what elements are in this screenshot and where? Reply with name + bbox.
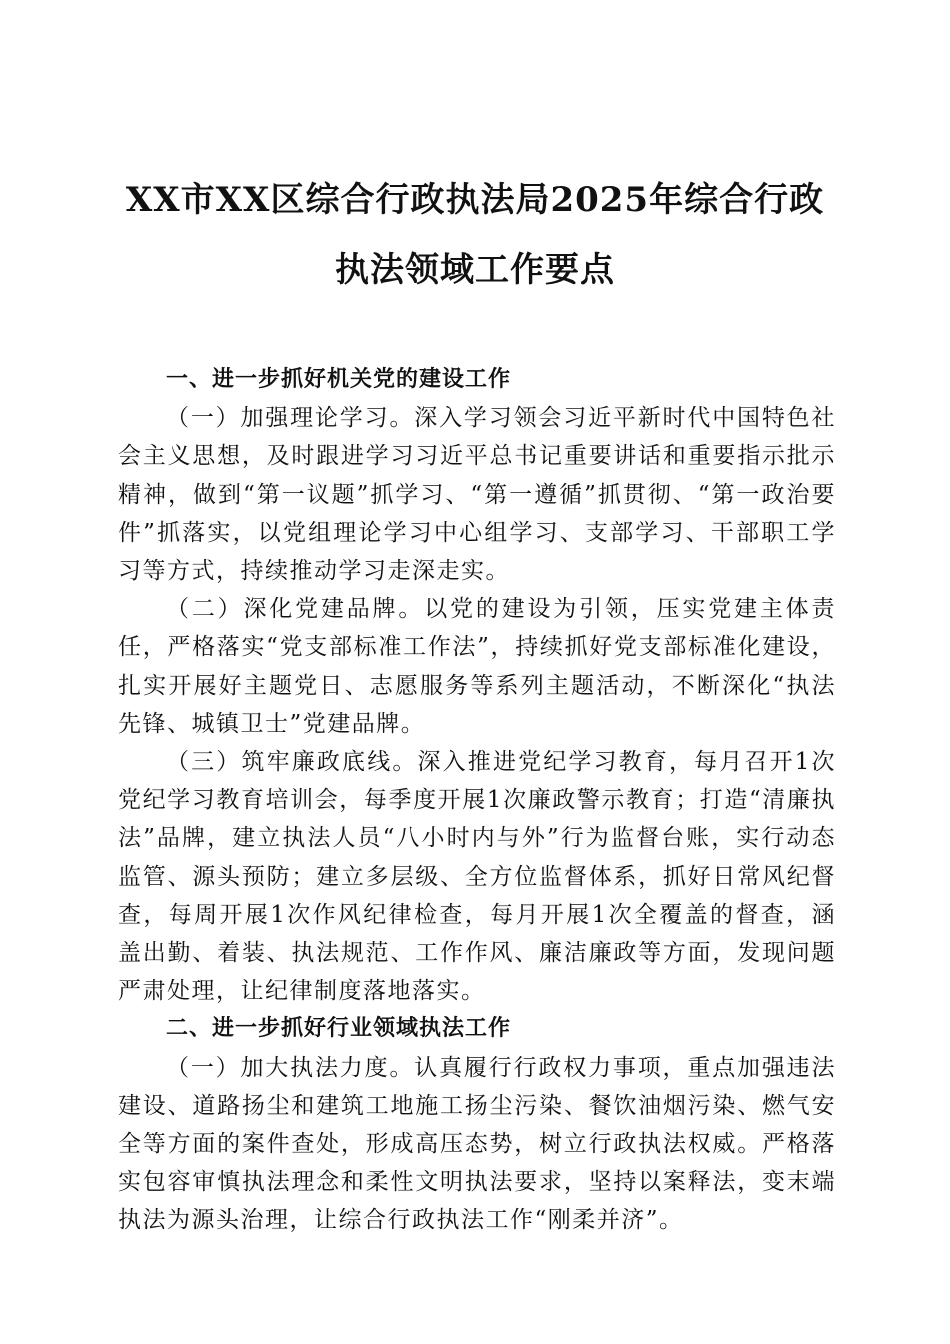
paragraph-1-3 xyxy=(118,743,836,1010)
paragraph-1-2 xyxy=(118,590,836,743)
paragraph-2-1 xyxy=(118,1049,836,1240)
paragraph-text: 认真履行行政权力事项，重点加强违法建设、道路扬尘和建筑工地施工扬尘污染、餐饮油烟污染、燃气安全等方面的案件查处，形成高压态势，树立行政执法权威。严格落实包容审慎执法理念和柔性文明执法要求，坚持以案释法，变末端执法为源头治理，让综合行政执法工作“刚柔并济”。 xyxy=(118,1054,837,1234)
section-heading-1: 一、进一步抓好机关党的建设工作 xyxy=(166,367,512,392)
paragraph-label: （一）加强理论学习。 xyxy=(166,405,415,432)
paragraph-1-1 xyxy=(118,399,836,590)
paragraph-label: （三）筑牢廉政底线。 xyxy=(166,749,418,776)
paragraph-text: 深入推进党纪学习教育，每月召开1次党纪学习教育培训会，每季度开展1次廉政警示教育；打造“清廉执法”品牌，建立执法人员“八小时内与外”行为监督台账，实行动态监管、源头预防；建立多层级、全方位监督体系，抓好日常风纪督查，每周开展1次作风纪律检查，每月开展1次全覆盖的督查，涵盖出勤、着装、执法规范、工作作风、廉洁廉政等方面，发现问题严肃处理，让纪律制度落地落实。 xyxy=(118,749,836,1005)
section-heading-2: 二、进一步抓好行业领域执法工作 xyxy=(166,1016,512,1042)
document-title-line-1: XX市XX区综合行政执法局2025年综合行政 xyxy=(125,180,825,220)
paragraph-label: （一）加大执法力度。 xyxy=(166,1054,415,1081)
paragraph-label: （二）深化党建品牌。 xyxy=(166,596,425,623)
document-body xyxy=(118,361,836,1240)
document-title-line-2: 执法领域工作要点 xyxy=(335,250,615,290)
paragraph-text: 以党的建设为引领，压实党建主体责任，严格落实“党支部标准工作法”，持续抓好党支部标准化建设，扎实开展好主题党日、志愿服务等系列主题活动，不断深化“执法先锋、城镇卫士”党建品牌。 xyxy=(118,596,837,737)
paragraph-text: 深入学习领会习近平新时代中国特色社会主义思想，及时跟进学习习近平总书记重要讲话和重要指示批示精神，做到“第一议题”抓学习、“第一遵循”抓贯彻、“第一政治要件”抓落实，以党组理论学习中心组学习、支部学习、干部职工学习等方式，持续推动学习走深走实。 xyxy=(118,405,837,585)
